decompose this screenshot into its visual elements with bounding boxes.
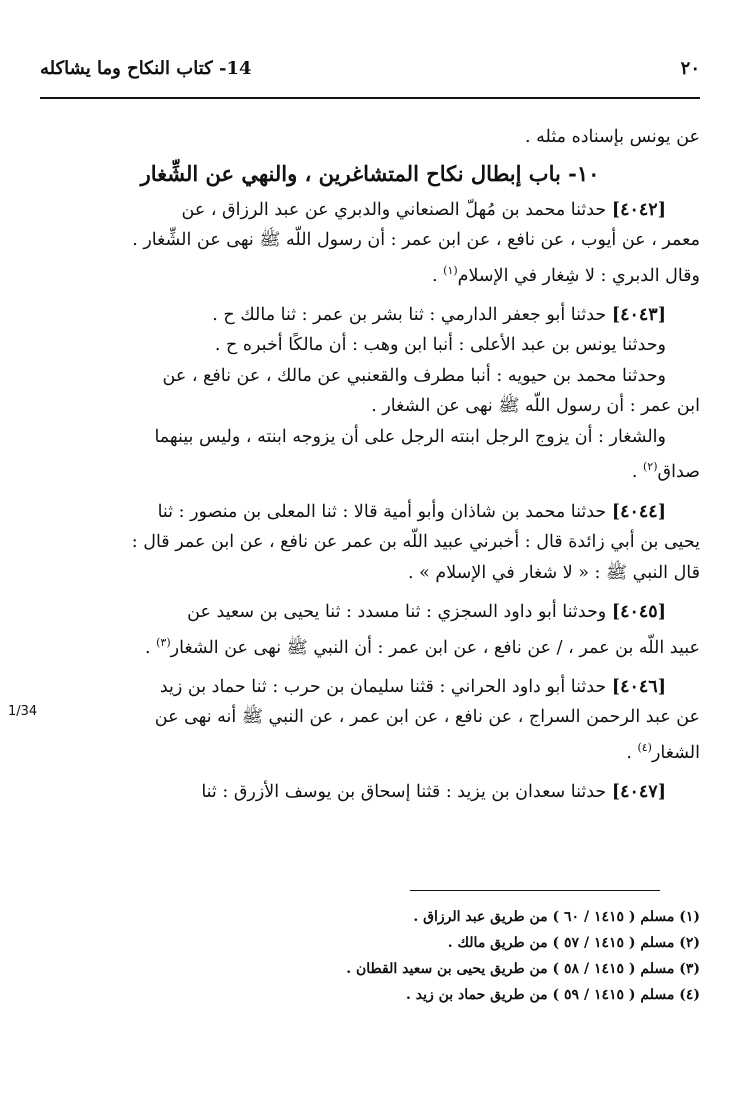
text-span: حدثنا محمد بن مُهلّ الصنعاني والدبري عن عبد الرزاق ، عن bbox=[181, 199, 607, 220]
hadith-4046-line bbox=[40, 672, 700, 703]
text-line: قال النبي ﷺ : « لا شغار في الإسلام » . bbox=[408, 562, 700, 583]
text-span: عبيد اللّه بن عمر ، / عن نافع ، عن ابن عمر : أن النبي ﷺ نهى عن الشغار bbox=[170, 637, 700, 658]
text-span: وقال الدبري : لا شِغار في الإسلام bbox=[457, 265, 700, 286]
hadith-4043-line bbox=[40, 300, 700, 331]
footnote: (٤) مسلم ( ١٤١٥ / ٥٩ ) من طريق حماد بن زيد . bbox=[406, 987, 700, 1003]
text-span: . bbox=[631, 462, 643, 483]
header-rule bbox=[40, 97, 700, 99]
page-header bbox=[40, 58, 700, 88]
hadith-number: [٤٠٤٣] bbox=[611, 304, 666, 325]
footnote: (١) مسلم ( ١٤١٥ / ٦٠ ) من طريق عبد الرزاق . bbox=[413, 909, 700, 925]
text-span: حدثنا محمد بن شاذان وأبو أمية قالا : ثنا المعلى بن منصور : ثنا bbox=[157, 501, 607, 522]
text-line: ابن عمر : أن رسول اللّه ﷺ نهى عن الشغار . bbox=[371, 396, 700, 417]
text-span: حدثنا سعدان بن يزيد : قثنا إسحاق بن يوسف الأزرق : ثنا bbox=[201, 782, 607, 803]
footnote-marker: (٣) bbox=[156, 635, 171, 649]
text-line bbox=[40, 256, 700, 291]
text-line: معمر ، عن أيوب ، عن نافع ، عن ابن عمر : أن رسول اللّه ﷺ نهى عن الشِّغار . bbox=[132, 230, 700, 250]
text-line bbox=[40, 733, 700, 768]
text-span: . bbox=[626, 742, 638, 763]
text-line: وحدثنا يونس بن عبد الأعلى : أنبا ابن وهب : أن مالكًا أخبره ح . bbox=[214, 335, 666, 356]
book-page bbox=[40, 0, 700, 1102]
chapter-title: ١٠- باب إبطال نكاح المتشاغرين ، والنهي عن الشِّغار bbox=[140, 160, 600, 186]
running-title: 14- كتاب النكاح وما يشاكله bbox=[40, 58, 252, 79]
footnote-rule bbox=[410, 890, 660, 891]
text-span: صداق bbox=[657, 462, 700, 483]
text-span: الشغار bbox=[651, 742, 700, 763]
page-number: ٢٠ bbox=[680, 58, 700, 79]
text-span: حدثنا أبو داود الحراني : قثنا سليمان بن حرب : ثنا حماد بن زيد bbox=[159, 676, 607, 697]
text-line: والشغار : أن يزوج الرجل ابنته الرجل على أن يزوجه ابنته ، وليس بينهما bbox=[154, 426, 666, 447]
hadith-number: [٤٠٤٥] bbox=[611, 602, 666, 623]
footnote: (٢) مسلم ( ١٤١٥ / ٥٧ ) من طريق مالك . bbox=[447, 935, 700, 951]
footnotes bbox=[40, 904, 700, 1008]
text-line bbox=[40, 452, 700, 487]
footnote-marker: (٤) bbox=[637, 740, 652, 754]
text-line: عن عبد الرحمن السراج ، عن نافع ، عن ابن عمر ، عن النبي ﷺ أنه نهى عن bbox=[154, 707, 700, 728]
text-span: حدثنا أبو جعفر الدارمي : ثنا بشر بن عمر : ثنا مالك ح . bbox=[212, 304, 607, 325]
footnote-marker: (١) bbox=[443, 263, 458, 277]
hadith-4044-line bbox=[40, 497, 700, 528]
footnote-marker: (٢) bbox=[642, 460, 658, 474]
hadith-4042-line bbox=[40, 195, 700, 226]
hadith-number: [٤٠٤٧] bbox=[611, 782, 666, 803]
margin-note: 1/34 bbox=[8, 704, 38, 719]
text-line: يحيى بن أبي زائدة قال : أخبرني عبيد اللّه بن عمر عن نافع ، عن ابن عمر قال : bbox=[131, 532, 700, 553]
text-line: عن يونس بإسناده مثله . bbox=[525, 127, 700, 147]
footnote: (٣) مسلم ( ١٤١٥ / ٥٨ ) من طريق يحيى بن سعيد القطان . bbox=[346, 961, 700, 977]
text-span: . bbox=[432, 265, 444, 286]
hadith-4045-line bbox=[40, 597, 700, 628]
text-span: . bbox=[144, 637, 157, 658]
hadith-number: [٤٠٤٤] bbox=[611, 501, 666, 522]
hadith-number: [٤٠٤٦] bbox=[611, 676, 666, 697]
body-text bbox=[40, 122, 700, 808]
text-line bbox=[40, 628, 700, 663]
hadith-4047-line bbox=[40, 777, 700, 808]
hadith-number: [٤٠٤٢] bbox=[611, 199, 666, 220]
text-line: وحدثنا محمد بن حيويه : أنبا مطرف والقعنبي عن مالك ، عن نافع ، عن bbox=[162, 365, 666, 386]
text-span: وحدثنا أبو داود السجزي : ثنا مسدد : ثنا يحيى بن سعيد عن bbox=[187, 602, 607, 623]
